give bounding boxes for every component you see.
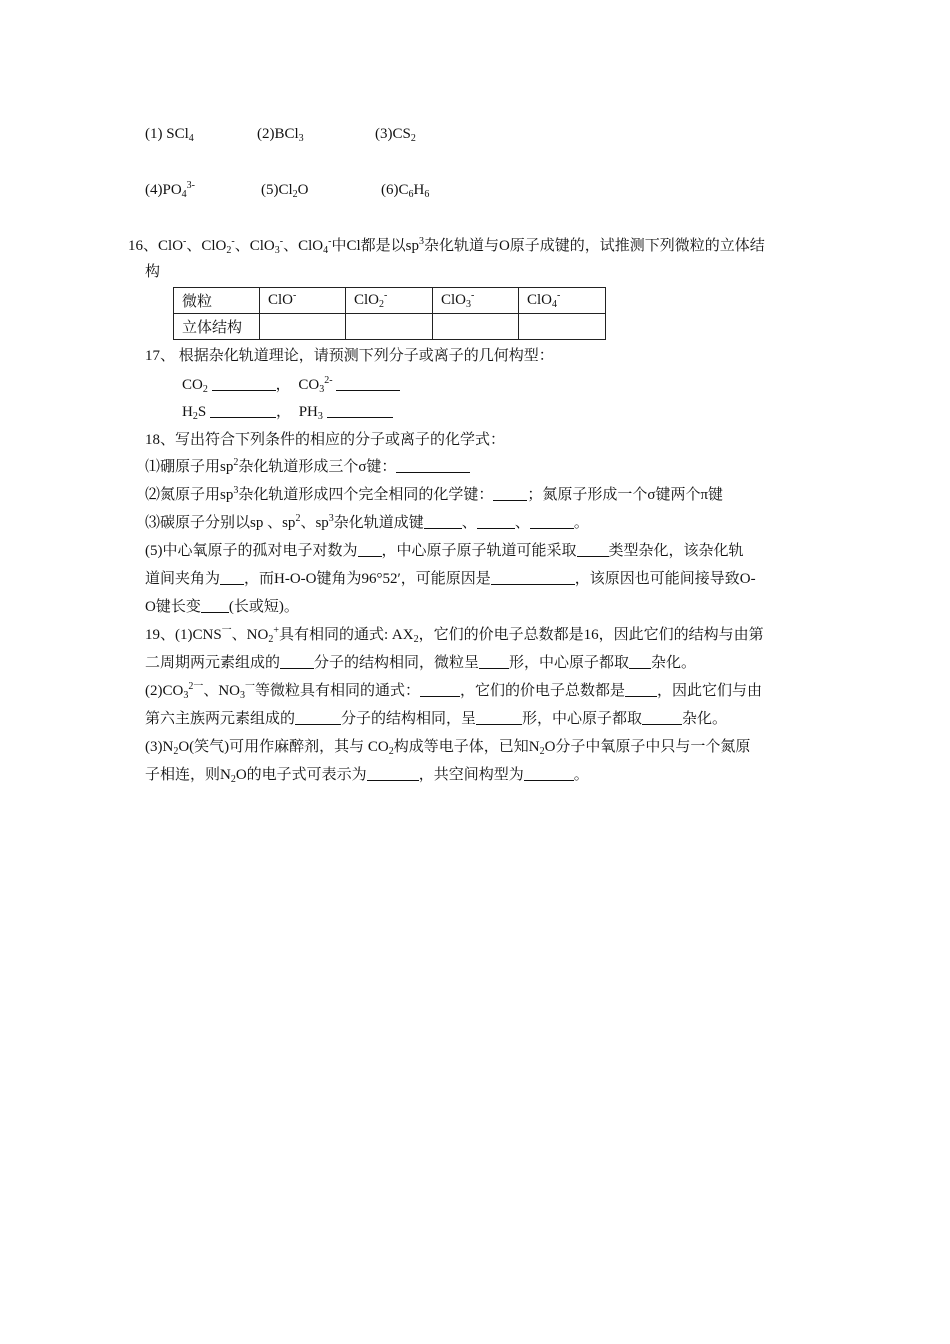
q19-line-6: 子相连，则$N_2O$的电子式可表示为 ，共空间构型为 。 — [145, 767, 589, 785]
answer-blank[interactable] — [477, 514, 515, 529]
answer-blank[interactable] — [625, 682, 657, 697]
answer-cell[interactable] — [519, 314, 606, 340]
answer-blank[interactable] — [629, 654, 651, 669]
answer-blank[interactable] — [530, 514, 574, 529]
answer-blank[interactable] — [210, 403, 276, 418]
answer-blank[interactable] — [424, 514, 462, 529]
q18-line-2: ⑵氮原子用$sp^3$杂化轨道形成四个完全相同的化学键： ；氮原子形成一个σ键两个π键 — [145, 485, 724, 503]
answer-blank[interactable] — [220, 570, 244, 585]
q15-row-2 — [145, 180, 429, 200]
answer-blank[interactable] — [336, 376, 400, 391]
q15-item-3: $(3)CS_2$ — [375, 126, 416, 144]
answer-cell[interactable] — [433, 314, 519, 340]
table-cell-clo: ClO- — [260, 288, 346, 314]
q15-item-1: (1) SCl$_4$ — [145, 126, 194, 144]
answer-cell[interactable] — [346, 314, 433, 340]
q16-line-1: 16、ClO-、ClO$_2$-、ClO$_3$-、ClO$_4$-中Cl都是以$sp^3$杂化轨道与O原子成键的，试推测下列微粒的立体结 — [128, 236, 765, 256]
q18-line-3: ⑶碳原子分别以sp 、$sp^2$、$sp^3$杂化轨道成键 、 、 。 — [145, 513, 589, 531]
q18-line-5: 道间夹角为 ，而H-O-O键角为96°52′，可能原因是 ，该原因也可能间接导致O- — [145, 571, 756, 587]
table-row-label: 立体结构 — [174, 314, 260, 340]
answer-cell[interactable] — [260, 314, 346, 340]
structure-table — [173, 287, 606, 340]
answer-blank[interactable] — [201, 598, 229, 613]
answer-blank[interactable] — [642, 710, 682, 725]
answer-blank[interactable] — [367, 766, 419, 781]
q18-line-1: ⑴硼原子用$sp^2$杂化轨道形成三个σ键： — [145, 457, 470, 477]
table-cell-clo2: ClO$_2$- — [346, 288, 433, 314]
answer-blank[interactable] — [420, 682, 460, 697]
q18-line-6: O键长变 (长或短)。 — [145, 599, 299, 615]
answer-blank[interactable] — [491, 570, 575, 585]
table-cell-clo4: ClO$_4$- — [519, 288, 606, 314]
answer-blank[interactable] — [327, 403, 393, 418]
answer-blank[interactable] — [479, 654, 509, 669]
q15-item-5: $(5)Cl_2O$ — [261, 182, 309, 200]
q15-item-2: (2)BCl$_3$ — [257, 126, 304, 144]
answer-blank[interactable] — [295, 710, 341, 725]
q15-row-1 — [145, 124, 416, 144]
answer-blank[interactable] — [476, 710, 522, 725]
answer-blank[interactable] — [396, 458, 470, 473]
q15-item-4: $(4)PO_4^{3-}$ — [145, 180, 196, 200]
table-cell-clo3: ClO$_3$- — [433, 288, 519, 314]
q17-title: 17、 根据杂化轨道理论，请预测下列分子或离子的几何构型： — [145, 348, 554, 364]
q19-line-1: 19、$(1)CNS^一$、$NO_2^+$具有相同的通式: $AX_2$，它们的价电子总数都是16，因此它们的结构与由第 — [145, 625, 764, 645]
table-row — [174, 314, 606, 340]
q19-line-5: $(3)N_2O$(笑气)可用作麻醉剂，其与 $CO_2$构成等电子体，已知$N_2O$分子中氧原子中只与一个氮原 — [145, 739, 751, 757]
answer-blank[interactable] — [577, 542, 609, 557]
answer-blank[interactable] — [524, 766, 574, 781]
answer-blank[interactable] — [493, 486, 527, 501]
q19-line-2: 二周期两元素组成的 分子的结构相同，微粒呈 形，中心原子都取 杂化。 — [145, 655, 697, 671]
q18-title: 18、写出符合下列条件的相应的分子或离子的化学式： — [145, 432, 506, 448]
q15-item-6: $(6)C_6H_6$ — [381, 182, 430, 200]
q19-line-4: 第六主族两元素组成的 分子的结构相同，呈 形，中心原子都取 杂化。 — [145, 711, 728, 727]
q16-line-2: 构 — [145, 264, 161, 280]
q19-line-3: $(2)CO_3^{2一}$、$NO_3^一$等微粒具有相同的通式： ，它们的价电子总数都是 ，因此它们与由 — [145, 681, 763, 701]
answer-blank[interactable] — [280, 654, 314, 669]
q17-line-1: $CO_2$ ， $CO_3^{2-}$ — [182, 375, 400, 395]
table-row — [174, 288, 606, 314]
table-header-label: 微粒 — [174, 288, 260, 314]
q18-line-4: (5)中心氧原子的孤对电子对数为 ，中心原子原子轨道可能采取 类型杂化，该杂化轨 — [145, 543, 744, 559]
q17-line-2: $H_2S$ ， $PH_3$ — [182, 402, 393, 422]
answer-blank[interactable] — [358, 542, 382, 557]
answer-blank[interactable] — [212, 376, 276, 391]
